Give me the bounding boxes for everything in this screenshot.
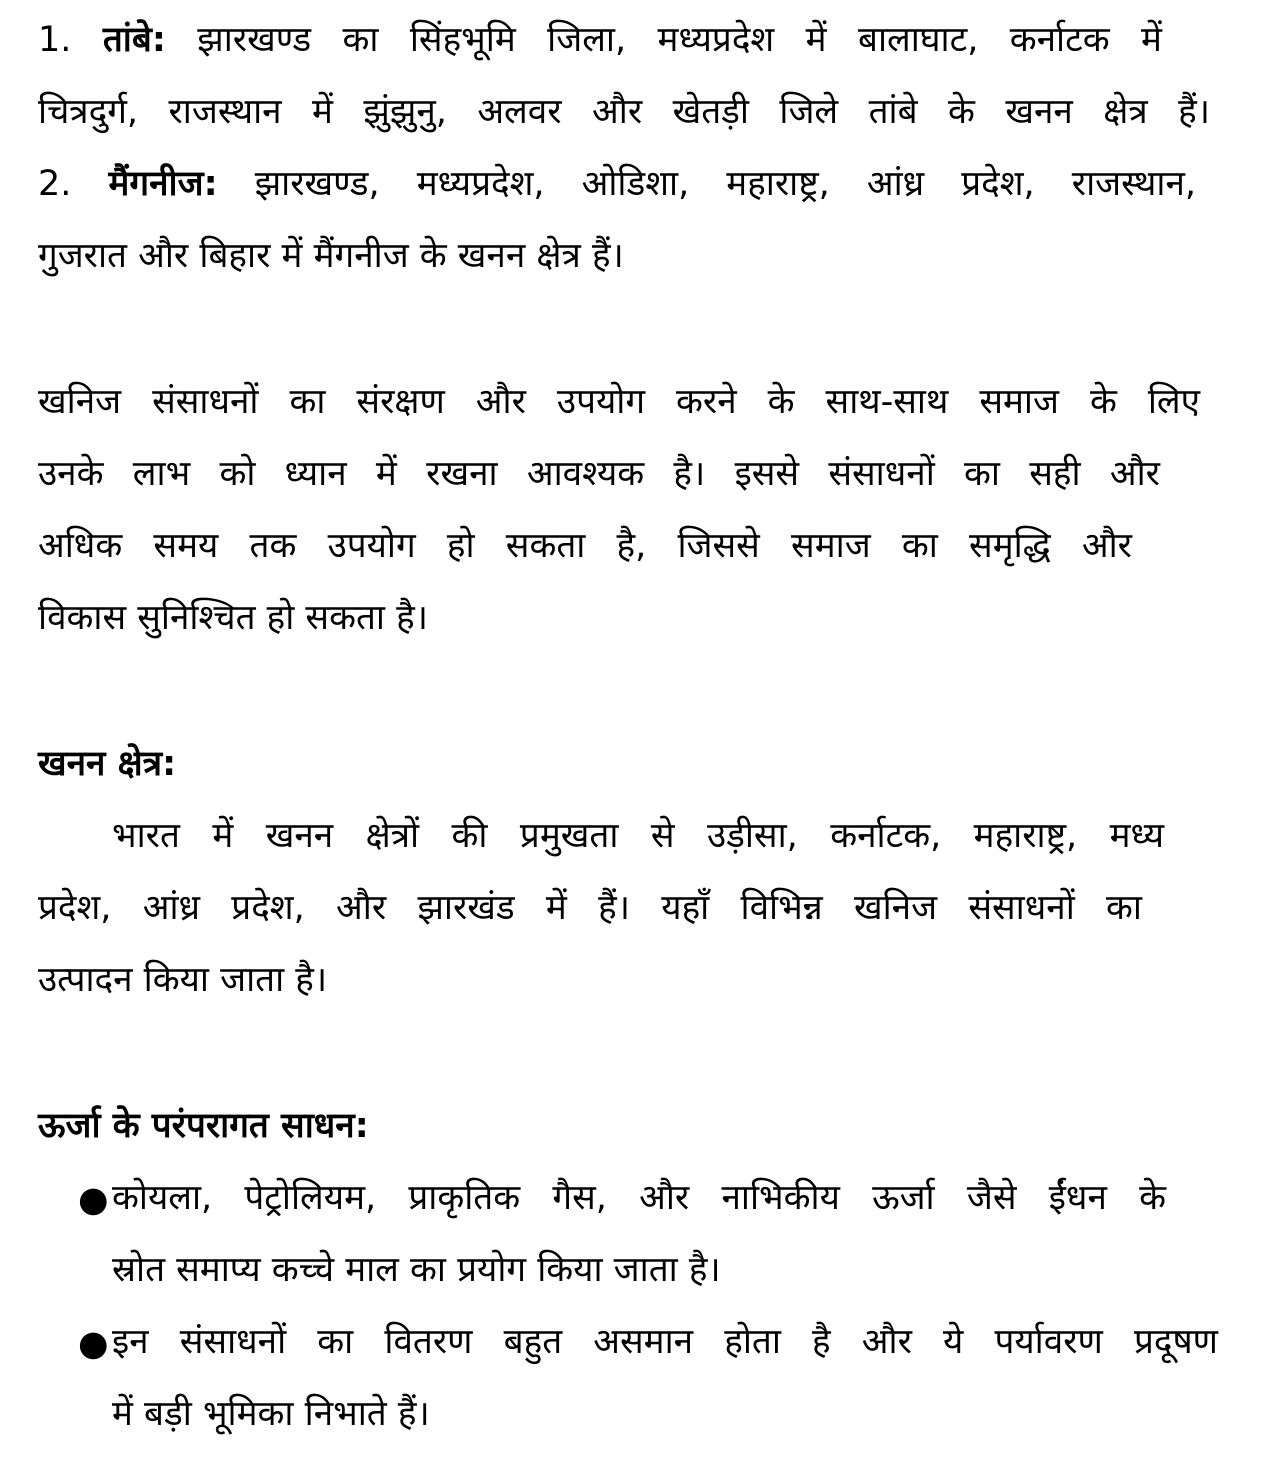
conservation-line-2: उनके लाभ को ध्यान में रखना आवश्यक है। इससे संसाधनों का सही और xyxy=(38,454,1160,494)
copper-text-1: झारखण्ड का सिंहभूमि जिला, मध्यप्रदेश में बालाघाट, कर्नाटक में xyxy=(197,20,1162,60)
mining-areas-line-3: उत्पादन किया जाता है। xyxy=(38,960,328,1000)
conservation-line-1: खनिज संसाधनों का संरक्षण और उपयोग करने के साथ-साथ समाज के लिए xyxy=(38,382,1200,422)
mining-areas-line-2: प्रदेश, आंध्र प्रदेश, और झारखंड में हैं। यहाँ विभिन्न खनिज संसाधनों का xyxy=(38,888,1142,928)
energy-bullet-2-line-2: में बड़ी भूमिका निभाते हैं। xyxy=(112,1394,430,1434)
mining-areas-line-1: भारत में खनन क्षेत्रों की प्रमुखता से उड़ीसा, कर्नाटक, महाराष्ट्र, मध्य xyxy=(112,816,1164,856)
conservation-line-3: अधिक समय तक उपयोग हो सकता है, जिससे समाज का समृद्धि और xyxy=(38,526,1132,566)
copper-line-2: चित्रदुर्ग, राजस्थान में झुंझुनु, अलवर और खेतड़ी जिले तांबे के खनन क्षेत्र हैं। xyxy=(38,92,1210,132)
copper-line-1 xyxy=(38,4,1162,76)
energy-bullet-1-line-1: कोयला, पेट्रोलियम, प्राकृतिक गैस, और नाभिकीय ऊर्जा जैसे ईंधन के xyxy=(112,1178,1166,1218)
bullet-icon: ● xyxy=(78,1324,109,1364)
manganese-title: मैंगनीज: xyxy=(108,164,218,204)
energy-bullet-1-line-2: स्रोत समाप्य कच्चे माल का प्रयोग किया जाता है। xyxy=(112,1250,721,1290)
mining-areas-heading: खनन क्षेत्र: xyxy=(38,744,177,784)
energy-heading: ऊर्जा के परंपरागत साधन: xyxy=(38,1106,369,1146)
energy-bullet-2-line-1: इन संसाधनों का वितरण बहुत असमान होता है और ये पर्यावरण प्रदूषण xyxy=(112,1322,1218,1362)
manganese-line-2: गुजरात और बिहार में मैंगनीज के खनन क्षेत्र हैं। xyxy=(38,236,624,276)
bullet-icon: ● xyxy=(78,1180,109,1220)
manganese-text-1: झारखण्ड, मध्यप्रदेश, ओडिशा, महाराष्ट्र, आंध्र प्रदेश, राजस्थान, xyxy=(254,164,1196,204)
copper-number: 1. xyxy=(38,20,72,60)
conservation-line-4: विकास सुनिश्चित हो सकता है। xyxy=(38,598,428,638)
manganese-number: 2. xyxy=(38,164,72,204)
copper-title: तांबे: xyxy=(102,20,166,60)
manganese-line-1 xyxy=(38,148,1196,220)
